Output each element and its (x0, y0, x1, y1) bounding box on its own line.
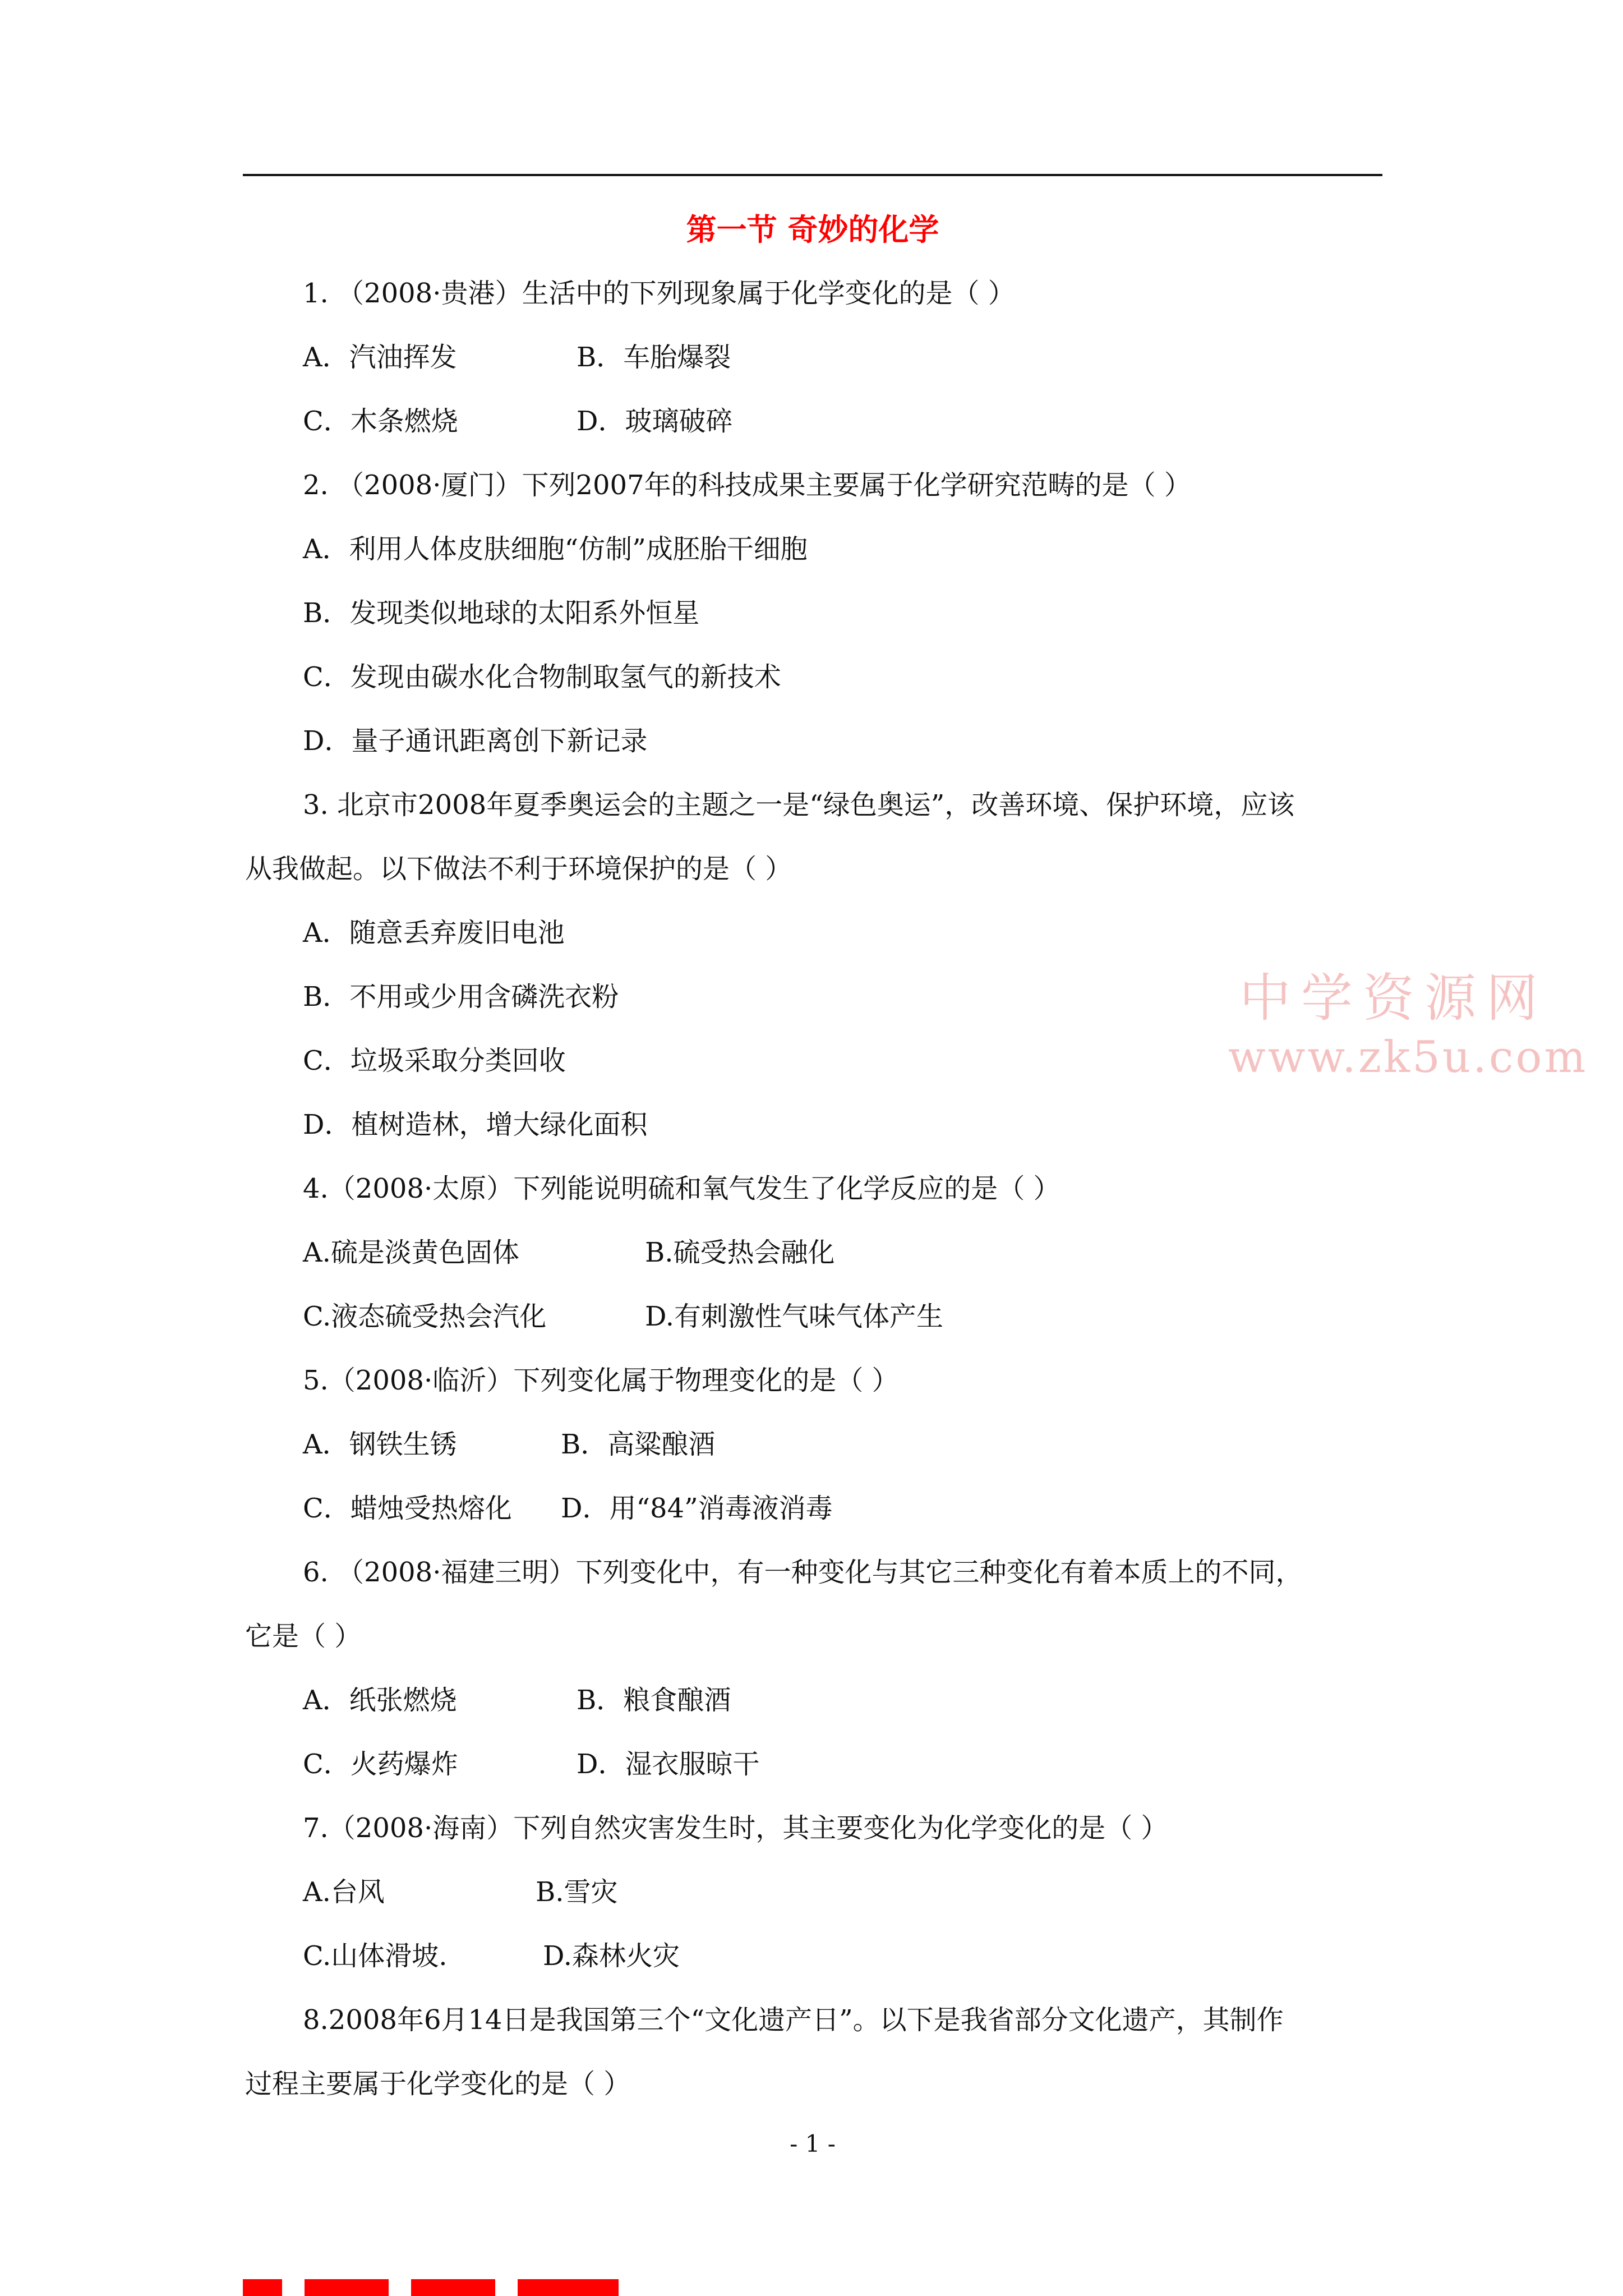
q4-option-c: C.液态硫受热会汽化 (303, 1301, 547, 1332)
question-5-stem: 5.（2008·临沂）下列变化属于物理变化的是（ ） (303, 1365, 899, 1396)
q6-option-c: C．火药爆炸 (303, 1749, 458, 1780)
page-number: - 1 - (790, 2130, 836, 2157)
q2-option-d: D．量子通讯距离创下新记录 (303, 725, 648, 757)
q5-option-c: C．蜡烛受热熔化 (303, 1493, 512, 1524)
q5-option-a: A．钢铁生锈 (303, 1429, 457, 1460)
q1-option-c: C．木条燃烧 (303, 406, 458, 437)
q4-option-a: A.硫是淡黄色固体 (303, 1237, 519, 1268)
q3-option-d: D．植树造林，增大绿化面积 (303, 1109, 648, 1140)
question-2-stem: 2. （2008·厦门）下列2007年的科技成果主要属于化学研究范畴的是（ ） (303, 470, 1191, 501)
header-rule (243, 174, 1382, 176)
q4-option-b: B.硫受热会融化 (645, 1237, 835, 1268)
page-title: 第一节 奇妙的化学 (686, 212, 939, 247)
next-page-heading-fragment (243, 2271, 804, 2296)
question-8-stem-line-2: 过程主要属于化学变化的是（ ） (245, 2068, 631, 2100)
q2-option-c: C．发现由碳水化合物制取氢气的新技术 (303, 661, 781, 693)
q2-option-b: B．发现类似地球的太阳系外恒星 (303, 597, 700, 629)
question-6-stem-line-2: 它是（ ） (245, 1621, 362, 1652)
q7-option-c: C.山体滑坡. (303, 1940, 448, 1972)
q7-option-d: D.森林火灾 (543, 1940, 680, 1972)
q5-option-b: B．高粱酿酒 (561, 1429, 716, 1460)
question-7-stem: 7.（2008·海南）下列自然灾害发生时，其主要变化为化学变化的是（ ） (303, 1812, 1168, 1844)
watermark (1228, 968, 1588, 1085)
q3-option-b: B．不用或少用含磷洗衣粉 (303, 981, 619, 1013)
q3-option-a: A．随意丢弃废旧电池 (303, 917, 565, 949)
q4-option-d: D.有刺激性气味气体产生 (645, 1301, 944, 1332)
question-1-stem: 1. （2008·贵港）生活中的下列现象属于化学变化的是（ ） (303, 278, 1015, 309)
q1-option-b: B．车胎爆裂 (577, 342, 731, 373)
q6-option-a: A．纸张燃烧 (303, 1685, 457, 1716)
question-3-stem-line-2: 从我做起。以下做法不利于环境保护的是（ ） (245, 853, 792, 885)
q1-option-d: D．玻璃破碎 (577, 406, 733, 437)
q1-option-a: A．汽油挥发 (303, 342, 457, 373)
q2-option-a: A．利用人体皮肤细胞“仿制”成胚胎干细胞 (303, 533, 808, 565)
q7-option-a: A.台风 (303, 1876, 385, 1908)
question-8-stem-line-1: 8.2008年6月14日是我国第三个“文化遗产日”。以下是我省部分文化遗产，其制作 (303, 2004, 1284, 2036)
question-4-stem: 4.（2008·太原）下列能说明硫和氧气发生了化学反应的是（ ） (303, 1173, 1061, 1204)
question-3-stem-line-1: 3. 北京市2008年夏季奥运会的主题之一是“绿色奥运”，改善环境、保护环境，应该 (303, 789, 1295, 821)
q6-option-b: B．粮食酿酒 (577, 1685, 731, 1716)
q3-option-c: C．垃圾采取分类回收 (303, 1045, 566, 1076)
question-6-stem-line-1: 6. （2008·福建三明）下列变化中，有一种变化与其它三种变化有着本质上的不同， (303, 1557, 1303, 1588)
watermark-cn: 中学资源网 (1239, 968, 1548, 1028)
q6-option-d: D．湿衣服晾干 (577, 1749, 760, 1780)
q7-option-b: B.雪灾 (536, 1876, 618, 1908)
q5-option-d: D．用“84”消毒液消毒 (561, 1493, 833, 1524)
watermark-url: www.zk5u.com (1228, 1032, 1588, 1083)
